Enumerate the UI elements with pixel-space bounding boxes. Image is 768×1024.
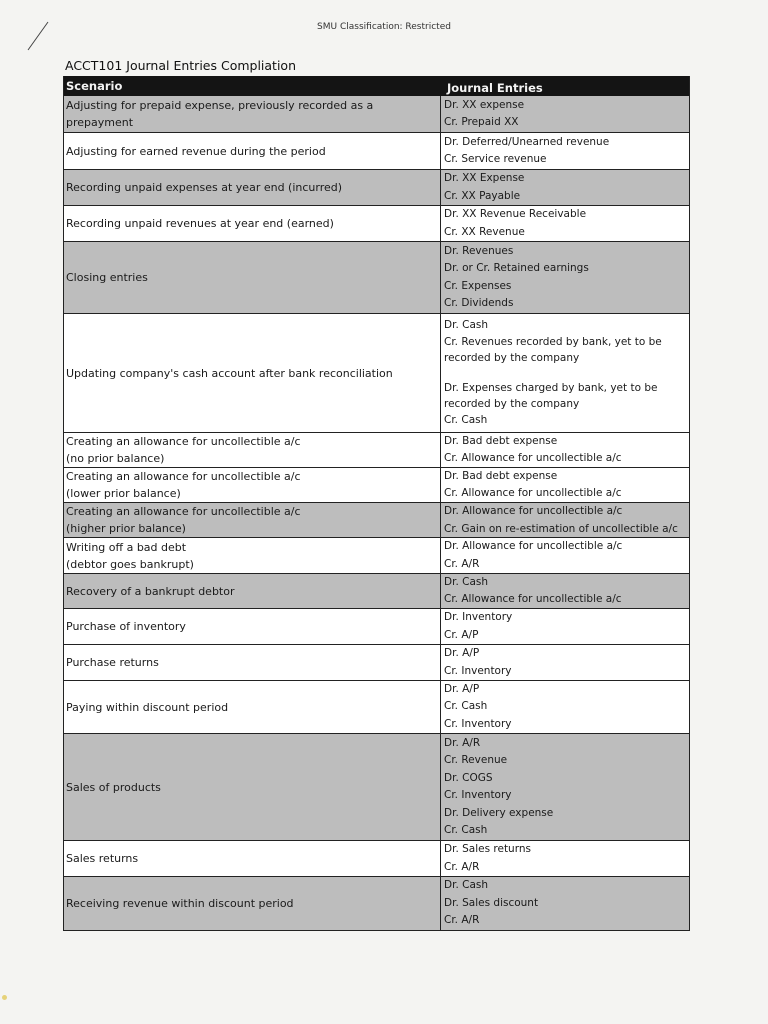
scenario-cell [63, 645, 441, 680]
journal-entry-line: Cr. Cash [444, 824, 488, 836]
table-row [63, 468, 690, 503]
journal-entry-line: Dr. A/P [444, 647, 480, 659]
journal-entry-line: Dr. Inventory [444, 611, 513, 623]
journal-entry-line: Cr. A/P [444, 628, 479, 641]
entries-cell [441, 314, 690, 432]
journal-entry-line: Dr. Allowance for uncollectible a/c [444, 505, 623, 518]
journal-entry-line: Cr. Allowance for uncollectible a/c [444, 593, 622, 605]
scenario-text: (higher prior balance) [66, 522, 186, 535]
journal-entry-line: Dr. COGS [444, 771, 493, 784]
scenario-text: Writing off a bad debt [66, 540, 187, 554]
scenario-text: Purchase returns [66, 656, 159, 669]
journal-entry-line: Cr. Cash [444, 700, 488, 713]
journal-entry-line: Dr. Bad debt expense [444, 469, 558, 482]
entries-cell [441, 681, 690, 733]
table-row [63, 609, 690, 645]
journal-entry-line: Cr. Allowance for uncollectible a/c [444, 452, 622, 464]
scenario-cell [63, 877, 441, 930]
journal-entry-line: Dr. Sales returns [444, 843, 531, 855]
journal-entry-line: Dr. Deferred/Unearned revenue [444, 135, 610, 148]
entries-cell [441, 574, 690, 608]
journal-entry-line: Dr. Expenses charged by bank, yet to be recorded by the company [444, 382, 658, 410]
journal-entry-line: Dr. Bad debt expense [444, 434, 558, 447]
entries-cell [441, 170, 690, 205]
journal-entry-line: Cr. A/R [444, 860, 480, 873]
scenario-text: Closing entries [66, 271, 148, 284]
table-header [63, 76, 690, 96]
scenario-cell [63, 468, 441, 502]
scenario-text: Creating an allowance for uncollectible a/c [66, 470, 301, 483]
journal-entry-line: Dr. A/P [444, 682, 480, 695]
journal-entry-line: Cr. Service revenue [444, 153, 547, 165]
entries-cell [441, 206, 690, 241]
scenario-text: (no prior balance) [66, 452, 165, 465]
scenario-cell [63, 433, 441, 467]
scenario-cell [63, 574, 441, 608]
table-row [63, 503, 690, 538]
table-row [63, 734, 690, 841]
scenario-text: Creating an allowance for uncollectible a/c [66, 435, 301, 448]
journal-entry-line: Cr. XX Payable [444, 189, 521, 202]
scenario-cell [63, 841, 441, 876]
scenario-text: Receiving revenue within discount period [66, 897, 294, 910]
journal-entry-line: Cr. Inventory [444, 717, 512, 730]
table-row [63, 170, 690, 206]
table-row [63, 96, 690, 133]
scenario-text: Adjusting for prepaid expense, previously recorded as a prepayment [66, 99, 374, 129]
table-body [63, 96, 690, 931]
journal-entry-line: Cr. Prepaid XX [444, 116, 519, 128]
scenario-column-header: Scenario [66, 79, 123, 93]
scenario-text: Recording unpaid revenues at year end (earned) [66, 217, 334, 230]
entries-cell [441, 841, 690, 876]
table-row [63, 314, 690, 433]
journal-entry-line: Dr. XX Revenue Receivable [444, 208, 587, 220]
paper-speck [2, 995, 7, 1000]
table-row [63, 433, 690, 468]
journal-entry-line: Dr. Revenues [444, 244, 514, 257]
journal-entry-line: Cr. Allowance for uncollectible a/c [444, 487, 622, 499]
journal-entry-line: Cr. A/R [444, 914, 480, 927]
journal-entry-line: Cr. Expenses [444, 279, 512, 292]
scenario-text: (debtor goes bankrupt) [66, 557, 194, 571]
table-row [63, 681, 690, 734]
document-title: ACCT101 Journal Entries Compliation [65, 58, 297, 73]
table-row [63, 133, 690, 170]
journal-entry-line: Dr. Sales discount [444, 896, 539, 909]
scenario-cell [63, 503, 441, 537]
scenario-cell [63, 609, 441, 644]
scenario-text: Recovery of a bankrupt debtor [66, 584, 235, 598]
journal-entry-line: Cr. Revenues recorded by bank, yet to be recorded by the company [444, 336, 662, 364]
scenario-cell [63, 314, 441, 432]
journal-entry-line: Dr. Cash [444, 575, 489, 588]
table-row [63, 206, 690, 242]
entries-cell [441, 538, 690, 573]
entries-cell [441, 433, 690, 467]
scenario-cell [63, 170, 441, 205]
table-row [63, 877, 690, 931]
table-row [63, 538, 690, 574]
scenario-cell [63, 538, 441, 573]
scenario-cell [63, 681, 441, 733]
scenario-cell [63, 206, 441, 241]
journal-entry-line: Cr. Inventory [444, 789, 512, 801]
scenario-text: Recording unpaid expenses at year end (incurred) [66, 181, 343, 194]
entry-spacer [444, 366, 690, 380]
table-row [63, 841, 690, 877]
scenario-cell [63, 96, 441, 132]
scenario-text: Creating an allowance for uncollectible a/c [66, 505, 301, 518]
entries-cell [441, 96, 690, 132]
journal-entry-line: Dr. XX Expense [444, 172, 525, 184]
scenario-text: Paying within discount period [66, 700, 229, 714]
entries-cell [441, 133, 690, 169]
scenario-text: (lower prior balance) [66, 487, 181, 500]
journal-entry-line: Cr. Revenue [444, 754, 508, 766]
scenario-cell [63, 734, 441, 840]
journal-entry-line: Dr. Allowance for uncollectible a/c [444, 540, 623, 552]
scenario-text: Updating company's cash account after bank reconciliation [66, 366, 393, 380]
scenario-text: Sales returns [66, 852, 139, 865]
scenario-text: Purchase of inventory [66, 620, 186, 633]
journal-entry-line: Cr. Gain on re-estimation of uncollectible a/c [444, 522, 678, 535]
entries-cell [441, 468, 690, 502]
scenario-cell [63, 133, 441, 169]
entries-cell [441, 242, 690, 313]
journal-entry-line: Dr. Cash [444, 879, 489, 892]
classification-label: SMU Classification: Restricted [317, 22, 451, 32]
journal-entry-line: Cr. XX Revenue [444, 225, 525, 238]
journal-entry-line: Dr. Cash [444, 318, 489, 331]
table-row [63, 574, 690, 609]
journal-entry-line: Dr. or Cr. Retained earnings [444, 262, 589, 274]
journal-entry-line: Dr. A/R [444, 736, 481, 749]
entries-cell [441, 609, 690, 644]
entries-cell [441, 503, 690, 537]
journal-entry-line: Dr. Delivery expense [444, 806, 554, 819]
journal-entry-line: Cr. A/R [444, 557, 480, 570]
journal-entry-line: Dr. XX expense [444, 98, 525, 111]
entries-cell [441, 877, 690, 930]
table-row [63, 645, 690, 681]
table-row [63, 242, 690, 314]
entries-cell [441, 645, 690, 680]
journal-entries-table [63, 76, 690, 931]
entries-cell [441, 734, 690, 840]
journal-entry-line: Cr. Cash [444, 414, 488, 426]
journal-entry-line: Cr. Dividends [444, 297, 514, 309]
journal-entry-line: Cr. Inventory [444, 664, 512, 677]
scenario-text: Adjusting for earned revenue during the period [66, 144, 326, 158]
entries-column-header: Journal Entries [447, 81, 543, 95]
scenario-cell [63, 242, 441, 313]
scenario-text: Sales of products [66, 780, 161, 794]
